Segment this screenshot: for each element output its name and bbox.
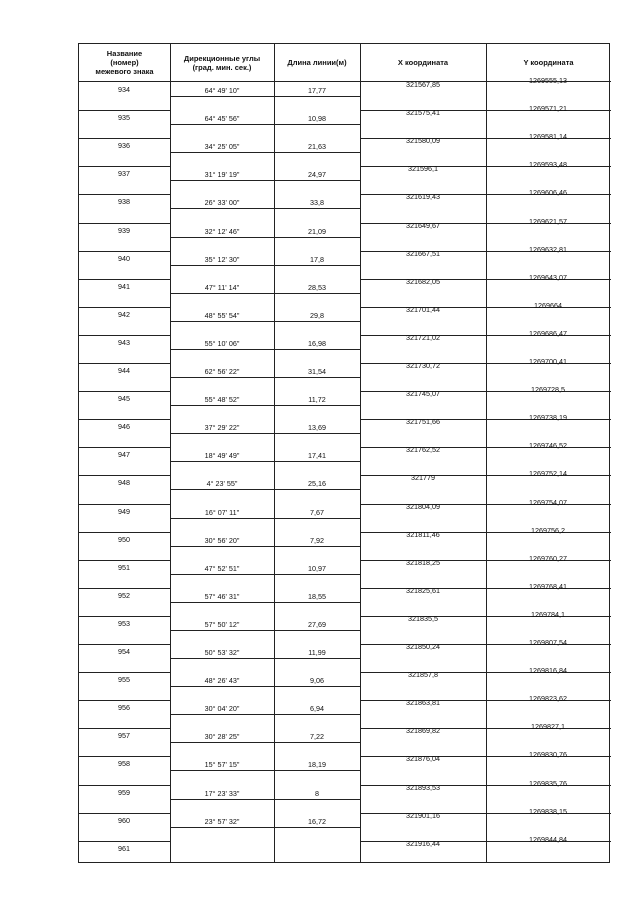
- row-divider: [170, 827, 360, 828]
- line-length: 18,55: [308, 591, 326, 601]
- direction-angle: 23° 57' 32": [204, 816, 240, 826]
- row-divider: [360, 504, 611, 505]
- point-name: 941: [118, 281, 130, 291]
- header-line-length: Длина линии(м): [287, 58, 347, 67]
- row-divider: [360, 391, 611, 392]
- y-coordinate: 1269816,84: [529, 666, 567, 676]
- header-direction-angle: Дирекционные углы (град. мин. сек.): [183, 53, 261, 72]
- direction-angle: 62° 56' 22": [204, 367, 240, 377]
- x-coordinate: 321916,44: [406, 838, 440, 848]
- row-divider: [170, 152, 360, 153]
- row-divider: [360, 251, 611, 252]
- row-divider: [170, 293, 360, 294]
- y-coordinate: 1269844,84: [529, 834, 567, 844]
- y-coordinate: 1269632,81: [529, 244, 567, 254]
- row-divider: [170, 574, 360, 575]
- row-divider: [79, 785, 170, 786]
- y-coordinate: 1269752,14: [529, 469, 567, 479]
- row-divider: [170, 405, 360, 406]
- line-length: 7,22: [310, 732, 324, 742]
- line-length: 11,72: [308, 395, 326, 405]
- row-divider: [170, 124, 360, 125]
- row-divider: [170, 265, 360, 266]
- row-divider: [360, 447, 611, 448]
- row-divider: [79, 447, 170, 448]
- y-coordinate: 1269746,52: [529, 441, 567, 451]
- line-length: 16,98: [308, 338, 326, 348]
- row-divider: [79, 672, 170, 673]
- line-length: 25,16: [308, 479, 326, 489]
- direction-angle: 47° 52' 51": [204, 563, 240, 573]
- point-name: 951: [118, 562, 130, 572]
- row-divider: [360, 700, 611, 701]
- row-divider: [360, 194, 611, 195]
- point-name: 934: [118, 85, 130, 94]
- point-name: 955: [118, 675, 130, 685]
- direction-angle: 57° 50' 12": [204, 619, 240, 629]
- line-length: 17,8: [310, 254, 324, 264]
- point-name: 950: [118, 534, 130, 544]
- x-coordinate: 321762,52: [406, 445, 440, 455]
- y-coordinate: 1269593,48: [529, 160, 567, 170]
- y-coordinate: 1269555,13: [529, 76, 567, 85]
- row-divider: [360, 588, 611, 589]
- x-coordinate: 321580,09: [406, 136, 440, 146]
- direction-angle: 64° 49' 10": [204, 86, 240, 96]
- point-name: 936: [118, 141, 130, 151]
- line-length: 7,67: [310, 507, 324, 517]
- direction-angle: 30° 56' 20": [204, 535, 240, 545]
- point-name: 954: [118, 647, 130, 656]
- row-divider: [79, 307, 170, 308]
- column-divider: [170, 44, 171, 862]
- point-name: 943: [118, 337, 130, 347]
- direction-angle: 55° 10' 06": [204, 338, 240, 348]
- x-coordinate: 321751,66: [406, 417, 440, 427]
- row-divider: [170, 377, 360, 378]
- line-length: 18,19: [308, 760, 326, 770]
- x-coordinate: 321596,1: [408, 164, 438, 174]
- y-coordinate: 1269686,47: [529, 328, 567, 338]
- x-coordinate: 321730,72: [406, 361, 440, 370]
- direction-angle: 64° 45' 56": [204, 114, 240, 124]
- y-coordinate: 1269838,15: [529, 806, 567, 816]
- row-divider: [79, 194, 170, 195]
- point-name: 952: [118, 590, 130, 600]
- y-coordinate: 1269830,76: [529, 750, 567, 760]
- row-divider: [170, 742, 360, 743]
- row-divider: [79, 532, 170, 533]
- y-coordinate: 1269606,46: [529, 188, 567, 198]
- row-divider: [79, 223, 170, 224]
- row-divider: [170, 461, 360, 462]
- row-divider: [79, 475, 170, 476]
- y-coordinate: 1269581,14: [529, 132, 567, 142]
- x-coordinate: 321835,5: [408, 613, 438, 623]
- row-divider: [79, 700, 170, 701]
- point-name: 959: [118, 787, 130, 797]
- row-divider: [79, 588, 170, 589]
- header-x-coordinate: X координата: [397, 58, 449, 67]
- row-divider: [79, 110, 170, 111]
- point-name: 940: [118, 253, 130, 263]
- y-coordinate: 1269827,1: [531, 722, 565, 732]
- point-name: 960: [118, 815, 130, 825]
- point-name: 946: [118, 422, 130, 432]
- row-divider: [170, 658, 360, 659]
- row-divider: [79, 756, 170, 757]
- row-divider: [360, 841, 611, 842]
- row-divider: [170, 714, 360, 715]
- row-divider: [170, 180, 360, 181]
- line-length: 31,54: [308, 367, 326, 377]
- row-divider: [79, 644, 170, 645]
- point-name: 938: [118, 197, 130, 207]
- line-length: 17,41: [308, 451, 326, 461]
- x-coordinate: 321667,51: [406, 248, 440, 258]
- row-divider: [360, 335, 611, 336]
- row-divider: [79, 504, 170, 505]
- row-divider: [79, 616, 170, 617]
- line-length: 21,63: [308, 142, 326, 152]
- row-divider: [79, 166, 170, 167]
- x-coordinate: 321682,05: [406, 276, 440, 286]
- row-divider: [360, 785, 611, 786]
- point-name: 942: [118, 309, 130, 319]
- y-coordinate: 1269768,41: [529, 581, 567, 591]
- direction-angle: 4° 23' 55": [206, 479, 238, 489]
- direction-angle: 34° 25' 05": [204, 142, 240, 152]
- line-length: 16,72: [308, 816, 326, 826]
- line-length: 21,09: [308, 226, 326, 236]
- row-divider: [79, 813, 170, 814]
- y-coordinate: 1269700,41: [529, 357, 567, 366]
- line-length: 10,97: [308, 563, 326, 573]
- row-divider: [79, 419, 170, 420]
- line-length: 13,69: [308, 423, 326, 433]
- point-name: 948: [118, 478, 130, 488]
- row-divider: [360, 532, 611, 533]
- row-divider: [170, 96, 360, 97]
- row-divider: [360, 419, 611, 420]
- row-divider: [360, 223, 611, 224]
- point-name: 961: [118, 843, 130, 853]
- point-name: 956: [118, 703, 130, 713]
- point-name: 947: [118, 450, 130, 460]
- y-coordinate: 1269738,19: [529, 413, 567, 423]
- row-divider: [360, 475, 611, 476]
- line-length: 33,8: [310, 198, 324, 208]
- y-coordinate: 1269643,07: [529, 272, 567, 282]
- point-name: 937: [118, 169, 130, 179]
- direction-angle: 55° 48' 52": [204, 395, 240, 405]
- point-name: 939: [118, 225, 130, 235]
- line-length: 8: [315, 788, 319, 798]
- row-divider: [360, 307, 611, 308]
- direction-angle: 57° 46' 31": [204, 591, 240, 601]
- line-length: 28,53: [308, 282, 326, 292]
- line-length: 27,69: [308, 619, 326, 629]
- row-divider: [170, 770, 360, 771]
- direction-angle: 17° 23' 33": [204, 788, 240, 798]
- line-length: 29,8: [310, 310, 324, 320]
- x-coordinate: 321779: [411, 473, 435, 483]
- column-divider: [274, 44, 275, 862]
- y-coordinate: 1269571,21: [529, 104, 567, 114]
- y-coordinate: 1269760,27: [529, 553, 567, 563]
- x-coordinate: 321745,07: [406, 389, 440, 399]
- row-divider: [360, 363, 611, 364]
- row-divider: [360, 110, 611, 111]
- row-divider: [360, 138, 611, 139]
- point-name: 958: [118, 759, 130, 769]
- line-length: 10,98: [308, 114, 326, 124]
- x-coordinate: 321567,85: [406, 80, 440, 89]
- row-divider: [170, 686, 360, 687]
- y-coordinate: 1269823,62: [529, 694, 567, 704]
- direction-angle: 31° 19' 19": [204, 170, 240, 180]
- direction-angle: 15° 57' 15": [204, 760, 240, 770]
- x-coordinate: 321575,41: [406, 108, 440, 118]
- x-coordinate: 321893,53: [406, 782, 440, 792]
- row-divider: [79, 138, 170, 139]
- x-coordinate: 321901,16: [406, 810, 440, 820]
- row-divider: [79, 841, 170, 842]
- row-divider: [170, 349, 360, 350]
- direction-angle: 50° 53' 32": [204, 648, 240, 658]
- x-coordinate: 321818,25: [406, 557, 440, 567]
- x-coordinate: 321721,02: [406, 332, 440, 342]
- x-coordinate: 321825,61: [406, 585, 440, 595]
- row-divider: [79, 560, 170, 561]
- y-coordinate: 1269756,2: [531, 525, 565, 535]
- row-divider: [79, 391, 170, 392]
- direction-angle: 30° 04' 20": [204, 704, 240, 714]
- direction-angle: 37° 29' 22": [204, 423, 240, 433]
- row-divider: [79, 251, 170, 252]
- y-coordinate: 1269784,1: [531, 609, 565, 619]
- point-name: 957: [118, 731, 130, 741]
- header-y-coordinate: Y координата: [523, 58, 574, 67]
- direction-angle: 26° 33' 00": [204, 198, 240, 208]
- y-coordinate: 1269621,57: [529, 216, 567, 226]
- line-length: 9,06: [310, 676, 324, 686]
- row-divider: [360, 616, 611, 617]
- row-divider: [170, 630, 360, 631]
- y-coordinate: 1269754,07: [529, 497, 567, 507]
- direction-angle: 48° 26' 43": [204, 676, 240, 686]
- x-coordinate: 321850,24: [406, 642, 440, 651]
- row-divider: [170, 799, 360, 800]
- point-name: 949: [118, 506, 130, 516]
- row-divider: [170, 208, 360, 209]
- row-divider: [360, 728, 611, 729]
- x-coordinate: 321701,44: [406, 304, 440, 314]
- row-divider: [360, 644, 611, 645]
- line-length: 11,99: [308, 648, 326, 658]
- direction-angle: 48° 55' 54": [204, 310, 240, 320]
- row-divider: [360, 756, 611, 757]
- y-coordinate: 1269835,76: [529, 778, 567, 788]
- row-divider: [360, 672, 611, 673]
- row-divider: [360, 279, 611, 280]
- direction-angle: 16° 07' 11": [204, 507, 240, 517]
- line-length: 6,94: [310, 704, 324, 714]
- row-divider: [360, 166, 611, 167]
- direction-angle: 47° 11' 14": [204, 282, 240, 292]
- point-name: 953: [118, 618, 130, 628]
- line-length: 17,77: [308, 86, 326, 96]
- row-divider: [79, 363, 170, 364]
- x-coordinate: 321619,43: [406, 192, 440, 202]
- row-divider: [79, 335, 170, 336]
- point-name: 935: [118, 113, 130, 123]
- row-divider: [170, 518, 360, 519]
- direction-angle: 35° 12' 30": [204, 254, 240, 264]
- point-name: 944: [118, 366, 130, 375]
- x-coordinate: 321869,82: [406, 726, 440, 736]
- point-name: 945: [118, 394, 130, 404]
- x-coordinate: 321804,09: [406, 501, 440, 511]
- row-divider: [170, 602, 360, 603]
- row-divider: [170, 489, 360, 490]
- row-divider: [360, 560, 611, 561]
- x-coordinate: 321649,67: [406, 220, 440, 230]
- direction-angle: 32° 12' 46": [204, 226, 240, 236]
- coordinates-table: [78, 43, 610, 863]
- row-divider: [79, 279, 170, 280]
- line-length: 7,92: [310, 535, 324, 545]
- row-divider: [360, 813, 611, 814]
- x-coordinate: 321811,46: [406, 529, 440, 539]
- x-coordinate: 321863,81: [406, 698, 440, 708]
- x-coordinate: 321857,8: [408, 670, 438, 680]
- row-divider: [79, 728, 170, 729]
- header-point-name: Название (номер) межевого знака: [95, 49, 154, 76]
- line-length: 24,97: [308, 170, 326, 180]
- row-divider: [170, 433, 360, 434]
- y-coordinate: 1269807,54: [529, 638, 567, 647]
- row-divider: [170, 321, 360, 322]
- x-coordinate: 321876,04: [406, 754, 440, 764]
- row-divider: [170, 237, 360, 238]
- direction-angle: 30° 28' 25": [204, 732, 240, 742]
- y-coordinate: 1269664: [534, 300, 562, 310]
- row-divider: [170, 546, 360, 547]
- direction-angle: 18° 49' 49": [204, 451, 240, 461]
- y-coordinate: 1269728,5: [531, 385, 565, 395]
